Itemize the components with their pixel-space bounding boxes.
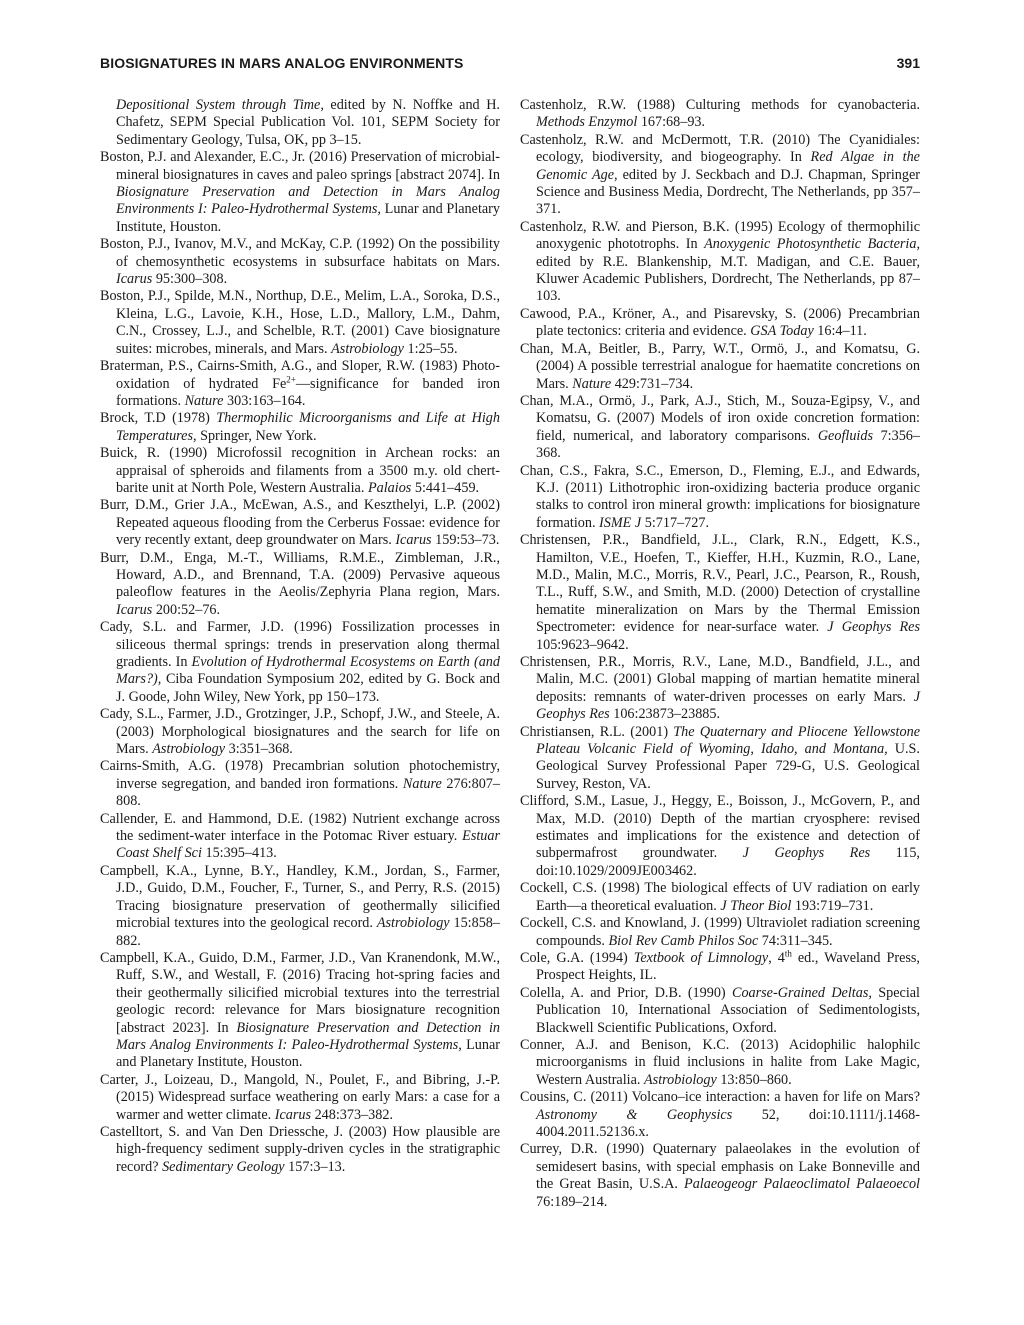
reference-entry [100,288,500,358]
reference-italic-text: The Quaternary and Pliocene Yellowstone Plateau Volcanic Field of Wyoming, Idaho, and Montana, [536,723,920,758]
reference-italic-text: Icarus [395,532,432,549]
reference-text: 16:4–11. [813,323,867,340]
reference-text: Colella, A. and Prior, D.B. (1990) [520,984,732,1001]
reference-text: Cady, S.L. and Farmer, J.D. (1996) Fossilization processes in siliceous thermal springs: trends in preservation along thermal gradients. In [100,619,500,670]
reference-text: 52, doi:10.1111/j.1468-4004.2011.52136.x. [536,1106,920,1140]
reference-text: 5:717–727. [641,514,709,531]
reference-italic-text: Astronomy & Geophysics [536,1106,733,1123]
reference-text: Campbell, K.A., Guido, D.M., Farmer, J.D., Van Kranendonk, M.W., Ruff, S.W., and Westall, F. (2016) Tracing hot-spring facies and their geothermally silicified microbial textures into the terrestrial geologic record: relevance for Mars biosignature recognition [abstract 2023]. In [100,949,500,1036]
reference-text: Boston, P.J. and Alexander, E.C., Jr. (2016) Preservation of microbial-mineral biosignatures in caves and paleo springs [abstract 2074]. In [100,149,500,183]
reference-entry [100,550,500,620]
reference-text: 200:52–76. [152,601,221,618]
running-title: BIOSIGNATURES IN MARS ANALOG ENVIRONMENTS [100,55,464,71]
reference-entry [520,132,920,219]
reference-italic-text: Geofluids [817,427,873,444]
reference-text: 105:9623–9642. [536,636,629,653]
reference-text: Chan, C.S., Fakra, S.C., Emerson, D., Fleming, E.J., and Edwards, K.J. (2011) Lithotrophic iron-oxidizing bacteria produce organic stalks to control iron mineral growth: implications for biosignature formation. [520,462,920,531]
page-number: 391 [896,55,920,71]
reference-italic-text: Biosignature Preservation and Detection in Mars Analog Environments I: Paleo-Hydrothermal Systems, [116,184,500,218]
reference-text: 157:3–13. [284,1158,346,1175]
reference-text: Castenholz, R.W. and Pierson, B.K. (1995) Ecology of thermophilic anoxygenic phototrophs. In [520,218,920,253]
reference-entry [100,811,500,863]
reference-italic-text: Biosignature Preservation and Detection in Mars Analog Environments I: Paleo-Hydrothermal Systems, [116,1019,500,1053]
reference-text: edited by R.E. Blankenship, M.T. Madigan, and C.E. Bauer, Kluwer Academic Publishers, Dordrecht, The Netherlands, pp 87–103. [536,253,920,305]
reference-italic-text: J Geophys Res [742,845,871,862]
reference-italic-text: Estuar Coast Shelf Sci [116,828,500,862]
reference-entry [100,358,500,410]
reference-entry [520,950,920,985]
reference-italic-text: Palaeogeogr Palaeoclimatol Palaeoecol [684,1176,920,1193]
reference-text: Burr, D.M., Enga, M.-T., Williams, R.M.E., Zimbleman, J.R., Howard, A.D., and Brennand, T.A. (2009) Pervasive aqueous paleoflow features in the Aeolis/Zephyria Plana region, Mars. [100,549,500,601]
reference-entry [520,915,920,950]
reference-text: Boston, P.J., Ivanov, M.V., and McKay, C.P. (1992) On the possibility of chemosynthetic ecosystems in subsurface habitats on Mars. [100,236,500,270]
reference-entry [520,532,920,654]
reference-italic-text: Astrobiology [376,915,450,932]
reference-entry [520,880,920,915]
reference-superscript: 2+ [286,373,296,384]
reference-italic-text: Astrobiology [331,340,404,357]
reference-entry [100,758,500,810]
reference-text: Cockell, C.S. (1998) The biological effects of UV radiation on early Earth—a theoretical evaluation. [520,880,920,914]
reference-italic-text: Biol Rev Camb Philos Soc [608,932,759,949]
reference-entry [520,463,920,533]
reference-text: Campbell, K.A., Lynne, B.Y., Handley, K.M., Jordan, S., Farmer, J.D., Guido, D.M., Foucher, F., Turner, S., and Perry, R.S. (2015) Tracing biosignature preservation of geothermally silicified microbial textures into the geological record. [100,862,500,932]
reference-text: Cairns-Smith, A.G. (1978) Precambrian solution photochemistry, inverse segregation, and banded iron formations. [100,758,500,792]
reference-italic-text: Nature [184,392,224,409]
reference-italic-text: Palaios [367,479,412,496]
reference-column-left [100,97,500,1176]
reference-entry [100,1124,500,1176]
reference-text: Christensen, P.R., Bandfield, J.L., Clark, R.N., Edgett, K.S., Hamilton, V.E., Hoefen, T., Kieffer, H.H., Kuzmin, R.O., Lane, M.D., Malin, M.C., Morris, R.V., Pearl, J.C., Pearson, R., Roush, T.L., Ruff, S.W., and Smith, M.D. (2000) Detection of crystalline hematite mineralization on Mars by the Thermal Emission Spectrometer: evidence for near-surface water. [520,532,920,636]
reference-text: 76:189–214. [536,1193,608,1210]
reference-text: Castelltort, S. and Van Den Driessche, J. (2003) How plausible are high-frequency sediment supply-driven cycles in the stratigraphic record? [100,1123,500,1175]
reference-text: Lunar and Planetary Institute, Houston. [116,201,500,235]
reference-entry [520,393,920,463]
reference-italic-text: Nature [402,775,442,792]
reference-entry [520,1141,920,1211]
reference-entry [520,219,920,306]
reference-text: Springer, New York. [196,427,317,444]
reference-text: 3:351–368. [225,741,293,758]
reference-text: Christensen, P.R., Morris, R.V., Lane, M.D., Bandfield, J.L., and Malin, M.C. (2001) Global mapping of martian hematite mineral deposits: remnants of water-driven processes on early Mars. [520,654,920,705]
reference-entry [520,793,920,880]
reference-text: Buick, R. (1990) Microfossil recognition in Archean rocks: an appraisal of spheroids and filaments from a 3500 m.y. old chert-barite unit at North Pole, Western Australia. [100,445,500,496]
reference-entry [520,306,920,341]
reference-entry [100,619,500,706]
reference-text: 303:163–164. [223,392,306,409]
reference-entry [100,497,500,549]
reference-text: 276:807–808. [116,775,500,810]
reference-text: Chan, M.A, Beitler, B., Parry, W.T., Ormö, J., and Komatsu, G. (2004) A possible terrestrial analogue for haematite concretions on Mars. [520,340,920,392]
reference-text: 115, doi:10.1029/2009JE003462. [536,845,920,879]
reference-italic-text: J Theor Biol [720,897,792,914]
reference-entry [520,654,920,724]
reference-text: Ciba Foundation Symposium 202, edited by G. Bock and J. Goode, John Wiley, New York, pp 150–173. [116,671,500,705]
reference-entry [520,97,920,132]
reference-text: 95:300–308. [152,271,228,288]
reference-entry [100,410,500,445]
reference-entry [520,341,920,393]
reference-italic-text: Red Algae in the Genomic Age, [536,149,920,183]
reference-text: edited by J. Seckbach and D.J. Chapman, Springer Science and Business Media, Dordrecht, The Netherlands, pp 357–371. [536,166,920,218]
reference-entry [100,950,500,1072]
reference-italic-text: Icarus [116,601,153,618]
reference-entry [100,1072,500,1124]
reference-text: 15:395–413. [201,845,277,862]
reference-text: Currey, D.R. (1990) Quaternary palaeolakes in the evolution of semidesert basins, with special emphasis on Lake Bonneville and the Great Basin, U.S.A. [520,1141,920,1193]
reference-text: 429:731–734. [611,375,694,392]
reference-entry [520,1089,920,1141]
reference-text: U.S. Geological Survey Professional Paper 729-G, U.S. Geological Survey, Reston, VA. [536,741,920,792]
reference-text: 13:850–860. [716,1071,792,1088]
reference-text: Christiansen, R.L. (2001) [520,723,674,740]
reference-text: Castenholz, R.W. (1988) Culturing methods for cyanobacteria. [520,97,920,113]
reference-italic-text: Astrobiology [644,1071,717,1088]
reference-text: 7:356–368. [536,427,920,462]
reference-text: Braterman, P.S., Cairns-Smith, A.G., and Sloper, R.W. (1983) Photo-oxidation of hydrated Fe [100,358,500,392]
reference-italic-text: Nature [572,375,612,392]
reference-text: Burr, D.M., Grier J.A., McEwan, A.S., and Keszthelyi, L.P. (2002) Repeated aqueous flooding from the Cerberus Fossae: evidence for very recently extant, deep groundwater on Mars. [100,497,500,549]
reference-entry [100,863,500,950]
reference-text: Conner, A.J. and Benison, K.C. (2013) Acidophilic halophilc microorganisms in fluid inclusions in halite from Lake Magic, Western Australia. [520,1036,920,1088]
reference-italic-text: Astrobiology [152,741,226,758]
reference-italic-text: Coarse-Grained Deltas, [731,984,872,1001]
reference-italic-text: GSA Today [750,323,814,340]
reference-text: 74:311–345. [758,932,833,949]
reference-text: Callender, E. and Hammond, D.E. (1982) Nutrient exchange across the sediment-water interface in the Potomac River estuary. [100,810,500,845]
reference-italic-text: Anoxygenic Photosynthetic Bacteria, [704,236,921,253]
reference-text: Cawood, P.A., Kröner, A., and Pisarevsky, S. (2006) Precambrian plate tectonics: criteria and evidence. [520,305,920,340]
reference-italic-text: Icarus [116,271,153,288]
reference-text: Cousins, C. (2011) Volcano–ice interaction: a haven for life on Mars? [520,1089,920,1106]
reference-text: 167:68–93. [637,114,706,131]
reference-italic-text: Textbook of Limnology [633,949,769,966]
reference-text: Carter, J., Loizeau, D., Mangold, N., Poulet, F., and Bibring, J.-P. (2015) Widespread surface weathering on early Mars: a case for a warmer and wetter climate. [100,1071,500,1123]
reference-text: 193:719–731. [791,897,874,914]
reference-entry [100,706,500,758]
reference-italic-text: Depositional System through Time, [116,97,324,113]
reference-superscript: th [784,948,792,959]
reference-entry [100,445,500,497]
page-header [100,55,920,77]
reference-text: edited by N. Noffke and H. Chafetz, SEPM Special Publication Vol. 101, SEPM Society for Sedimentary Geology, Tulsa, OK, pp 3–15. [116,97,500,148]
reference-text: Boston, P.J., Spilde, M.N., Northup, D.E., Melim, L.A., Soroka, D.S., Kleina, L.G., Lavoie, K.H., Hose, L.D., Mallory, L.M., Dahm, C.N., Crossey, L.J., and Schelble, R.T. (2001) Cave biosignature suites: microbes, minerals, and Mars. [100,288,500,357]
reference-italic-text: J Geophys Res [827,619,920,636]
reference-italic-text: Thermophilic Microorganisms and Life at High Temperatures, [116,410,500,444]
reference-text: Cockell, C.S. and Knowland, J. (1999) Ultraviolet radiation screening compounds. [520,915,920,949]
reference-entry [100,149,500,236]
reference-italic-text: J Geophys Res [536,688,920,723]
reference-italic-text: ISME J [599,514,642,531]
reference-text: 1:25–55. [403,340,458,357]
reference-text: 248:373–382. [311,1106,393,1123]
reference-italic-text: Evolution of Hydrothermal Ecosystems on Earth (and Mars?), [116,654,500,688]
reference-text: Cole, G.A. (1994) [520,949,634,966]
reference-text: —significance for banded iron formations. [116,375,500,409]
reference-text: ed., Waveland Press, Prospect Heights, IL. [536,949,920,984]
reference-text: , 4 [768,949,785,966]
reference-entry [100,236,500,288]
reference-entry [100,97,500,149]
reference-text: Chan, M.A., Ormö, J., Park, A.J., Stich, M., Souza-Egipsy, V., and Komatsu, G. (2007) Models of iron oxide concretion formation: field, numerical, and laboratory comparisons. [520,392,920,444]
reference-text: Lunar and Planetary Institute, Houston. [116,1036,500,1071]
reference-text: Clifford, S.M., Lasue, J., Heggy, E., Boisson, J., McGovern, P., and Max, M.D. (2010) Depth of the martian cryosphere: revised estimates and implications for the existence and detection of subpermafrost groundwater. [520,793,920,862]
reference-entry [520,1037,920,1089]
reference-text: 5:441–459. [411,479,480,496]
reference-italic-text: Icarus [274,1106,312,1123]
reference-text: 159:53–73. [431,532,500,549]
reference-text: Cady, S.L., Farmer, J.D., Grotzinger, J.P., Schopf, J.W., and Steele, A. (2003) Morphological biosignatures and the search for life on Mars. [100,706,500,758]
reference-text: 106:23873–23885. [609,706,721,723]
reference-entry [520,985,920,1037]
reference-text: Castenholz, R.W. and McDermott, T.R. (2010) The Cyanidiales: ecology, biodiversity, and biogeography. In [520,131,920,166]
reference-italic-text: Sedimentary Geology [162,1158,285,1175]
reference-italic-text: Methods Enzymol [536,114,638,131]
reference-text: Brock, T.D (1978) [100,410,217,427]
reference-text: Special Publication 10, International Association of Sedimentologists, Blackwell Scientific Publications, Oxford. [536,984,920,1036]
reference-text: 15:858–882. [116,915,500,949]
reference-column-right [520,97,920,1211]
reference-entry [520,724,920,794]
